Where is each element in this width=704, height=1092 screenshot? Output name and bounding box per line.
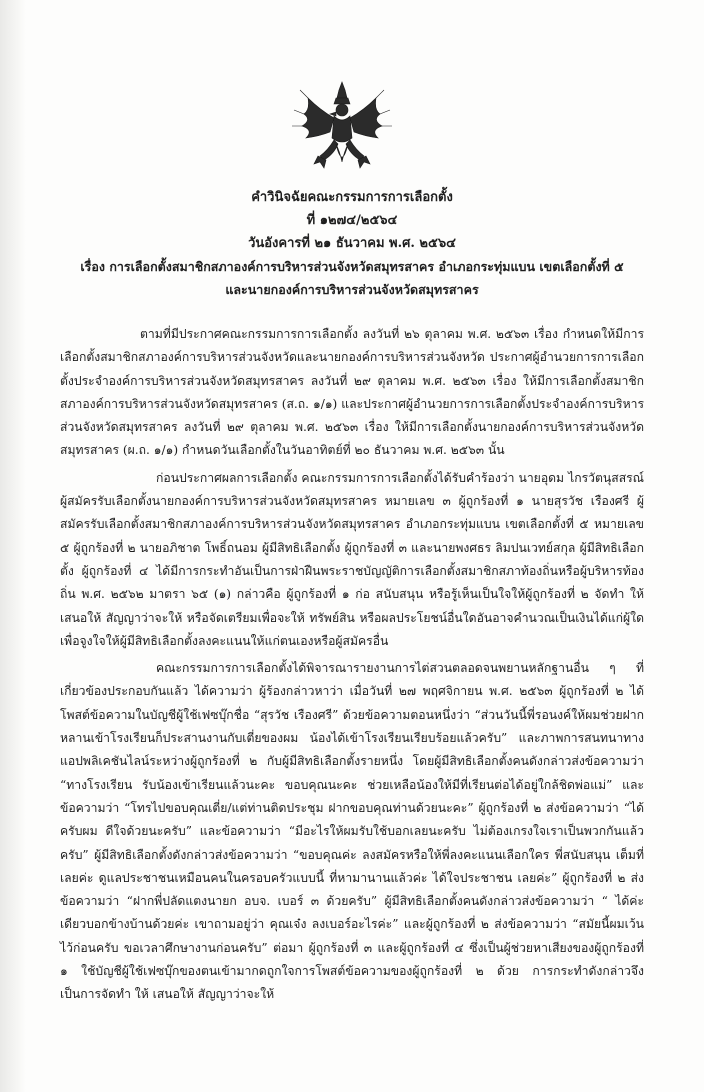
scan-edge-shadow	[0, 0, 26, 1092]
garuda-emblem-icon	[290, 80, 394, 176]
document-subject-line-2: และนายกองค์การบริหารส่วนจังหวัดสมุทรสาคร	[225, 282, 479, 297]
body-paragraph-1: ตามที่มีประกาศคณะกรรมการการเลือกตั้ง ลงวันที่ ๒๖ ตุลาคม พ.ศ. ๒๕๖๓ เรื่อง กำหนดให้มีการเลือกตั้งสมาชิกสภาองค์การบริหารส่วนจังหวัดและนายกองค์การบริหารส่วนจังหวัด ประกาศผู้อำนวยการการเลือกตั้งประจำองค์การบริหารส่วนจังหวัดสมุทรสาคร ลงวันที่ ๒๙ ตุลาคม พ.ศ. ๒๕๖๓ เรื่อง ให้มีการเลือกตั้งสมาชิกสภาองค์การบริหารส่วนจังหวัดสมุทรสาคร (ส.ถ. ๑/๑) และประกาศผู้อำนวยการการเลือกตั้งประจำองค์การบริหารส่วนจังหวัดสมุทรสาคร ลงวันที่ ๒๙ ตุลาคม พ.ศ. ๒๕๖๓ เรื่อง ให้มีการเลือกตั้งนายกองค์การบริหารส่วนจังหวัดสมุทรสาคร (ผ.ถ. ๑/๑) กำหนดวันเลือกตั้งในวันอาทิตย์ที่ ๒๐ ธันวาคม พ.ศ. ๒๕๖๓ นั้น	[60, 327, 644, 458]
document-body	[60, 323, 644, 1011]
body-paragraph-2: ก่อนประกาศผลการเลือกตั้ง คณะกรรมการการเลือกตั้งได้รับคำร้องว่า นายอุดม ไกรวัตนุสสรณ์ ผู้สมัครรับเลือกตั้งนายกองค์การบริหารส่วนจังหวัดสมุทรสาคร หมายเลข ๓ ผู้ถูกร้องที่ ๑ นายสุรวัช เรืองศรี ผู้สมัครรับเลือกตั้งสมาชิกสภาองค์การบริหารส่วนจังหวัดสมุทรสาคร อำเภอกระทุ่มแบน เขตเลือกตั้งที่ ๕ หมายเลข ๕ ผู้ถูกร้องที่ ๒ นายอภิชาต โพธิ์ถนอม ผู้มีสิทธิเลือกตั้ง ผู้ถูกร้องที่ ๓ และนายพงศธร ลิมปนเวทย์สกุล ผู้มีสิทธิเลือกตั้ง ผู้ถูกร้องที่ ๔ ได้มีการกระทำอันเป็นการฝ่าฝืนพระราชบัญญัติการเลือกตั้งสมาชิกสภาท้องถิ่นหรือผู้บริหารท้องถิ่น พ.ศ. ๒๕๖๒ มาตรา ๖๕ (๑) กล่าวคือ ผู้ถูกร้องที่ ๑ ก่อ สนับสนุน หรือรู้เห็นเป็นใจให้ผู้ถูกร้องที่ ๒ จัดทำ ให้ เสนอให้ สัญญาว่าจะให้ หรือจัดเตรียมเพื่อจะให้ ทรัพย์สิน หรือผลประโยชน์อื่นใดอันอาจคำนวณเป็นเงินได้แก่ผู้ใด เพื่อจูงใจให้ผู้มีสิทธิเลือกตั้งลงคะแนนให้แก่ตนเองหรือผู้สมัครอื่น	[60, 470, 644, 648]
document-number: ที่ ๑๒๗๔/๒๕๖๔	[306, 213, 398, 228]
body-paragraph-3: คณะกรรมการการเลือกตั้งได้พิจารณารายงานการไต่สวนตลอดจนพยานหลักฐานอื่น ๆ ที่เกี่ยวข้องประกอบกันแล้ว ได้ความว่า ผู้ร้องกล่าวหาว่า เมื่อวันที่ ๒๗ พฤศจิกายน พ.ศ. ๒๕๖๓ ผู้ถูกร้องที่ ๒ ได้โพสต์ข้อความในบัญชีผู้ใช้เฟซบุ๊กชื่อ “สุรวัช เรืองศรี” ด้วยข้อความตอนหนึ่งว่า “ส่วนวันนี้พี่รอนงค์ให้ผมช่วยฝากหลานเข้าโรงเรียนก็ประสานงานกับเตี่ยของผม น้องได้เข้าโรงเรียนเรียบร้อยแล้วครับ” และภาพการสนทนาทางแอปพลิเคชันไลน์ระหว่างผู้ถูกร้องที่ ๒ กับผู้มีสิทธิเลือกตั้งรายหนึ่ง โดยผู้มีสิทธิเลือกตั้งคนดังกล่าวส่งข้อความว่า “ทางโรงเรียน รับน้องเข้าเรียนแล้วนะคะ ขอบคุณนะคะ ช่วยเหลือน้องให้มีที่เรียนต่อได้อยู่ใกล้ชิดพ่อแม่” และข้อความว่า “โทรไปขอบคุณเตี่ย/แต่ท่านติดประชุม ฝากขอบคุณท่านด้วยนะคะ” ผู้ถูกร้องที่ ๒ ส่งข้อความว่า “ได้ครับผม ดีใจด้วยนะครับ” และข้อความว่า “มีอะไรให้ผมรับใช้บอกเลยนะครับ ไม่ต้องเกรงใจเราเป็นพวกกันแล้วครับ” ผู้มีสิทธิเลือกตั้งดังกล่าวส่งข้อความว่า “ขอบคุณค่ะ ลงสมัครหรือให้พี่ลงคะแนนเลือกใคร พี่สนับสนุน เต็มที่เลยค่ะ ดูแลประชาชนเหมือนคนในครอบครัวแบบนี้ ที่หามานานแล้วค่ะ ได้ใจประชาชน เลยค่ะ” ผู้ถูกร้องที่ ๒ ส่งข้อความว่า “ฝากพี่ปลัดแตงนายก อบจ. เบอร์ ๓ ด้วยครับ” ผู้มีสิทธิเลือกตั้งคนดังกล่าวส่งข้อความว่า “ ได้ค่ะ เดียวบอกข้างบ้านด้วยค่ะ เขาถามอยู่ว่า คุณเจ๋ง ลงเบอร์อะไรค่ะ” และผู้ถูกร้องที่ ๒ ส่งข้อความว่า “สมัยนี้ผมเว้นไว้ก่อนครับ ขอเวลาศึกษางานก่อนครับ” ต่อมา ผู้ถูกร้องที่ ๓ และผู้ถูกร้องที่ ๔ ซึ่งเป็นผู้ช่วยหาเสียงของผู้ถูกร้องที่ ๑ ใช้บัญชีผู้ใช้เฟซบุ๊กของตนเข้ามากดถูกใจการโพสต์ข้อความของผู้ถูกร้องที่ ๒ ด้วย การกระทำดังกล่าวจึงเป็นการจัดทำ ให้ เสนอให้ สัญญาว่าจะให้	[60, 661, 644, 1002]
document-date: วันอังคารที่ ๒๑ ธันวาคม พ.ศ. ๒๕๖๔	[248, 236, 456, 251]
document-header	[0, 186, 704, 301]
document-subject-line-1: เรื่อง การเลือกตั้งสมาชิกสภาองค์การบริหารส่วนจังหวัดสมุทรสาคร อำเภอกระทุ่มแบน เขตเลือกตั้งที่ ๕	[80, 259, 624, 274]
document-title: คำวินิจฉัยคณะกรรมการการเลือกตั้ง	[251, 190, 453, 205]
